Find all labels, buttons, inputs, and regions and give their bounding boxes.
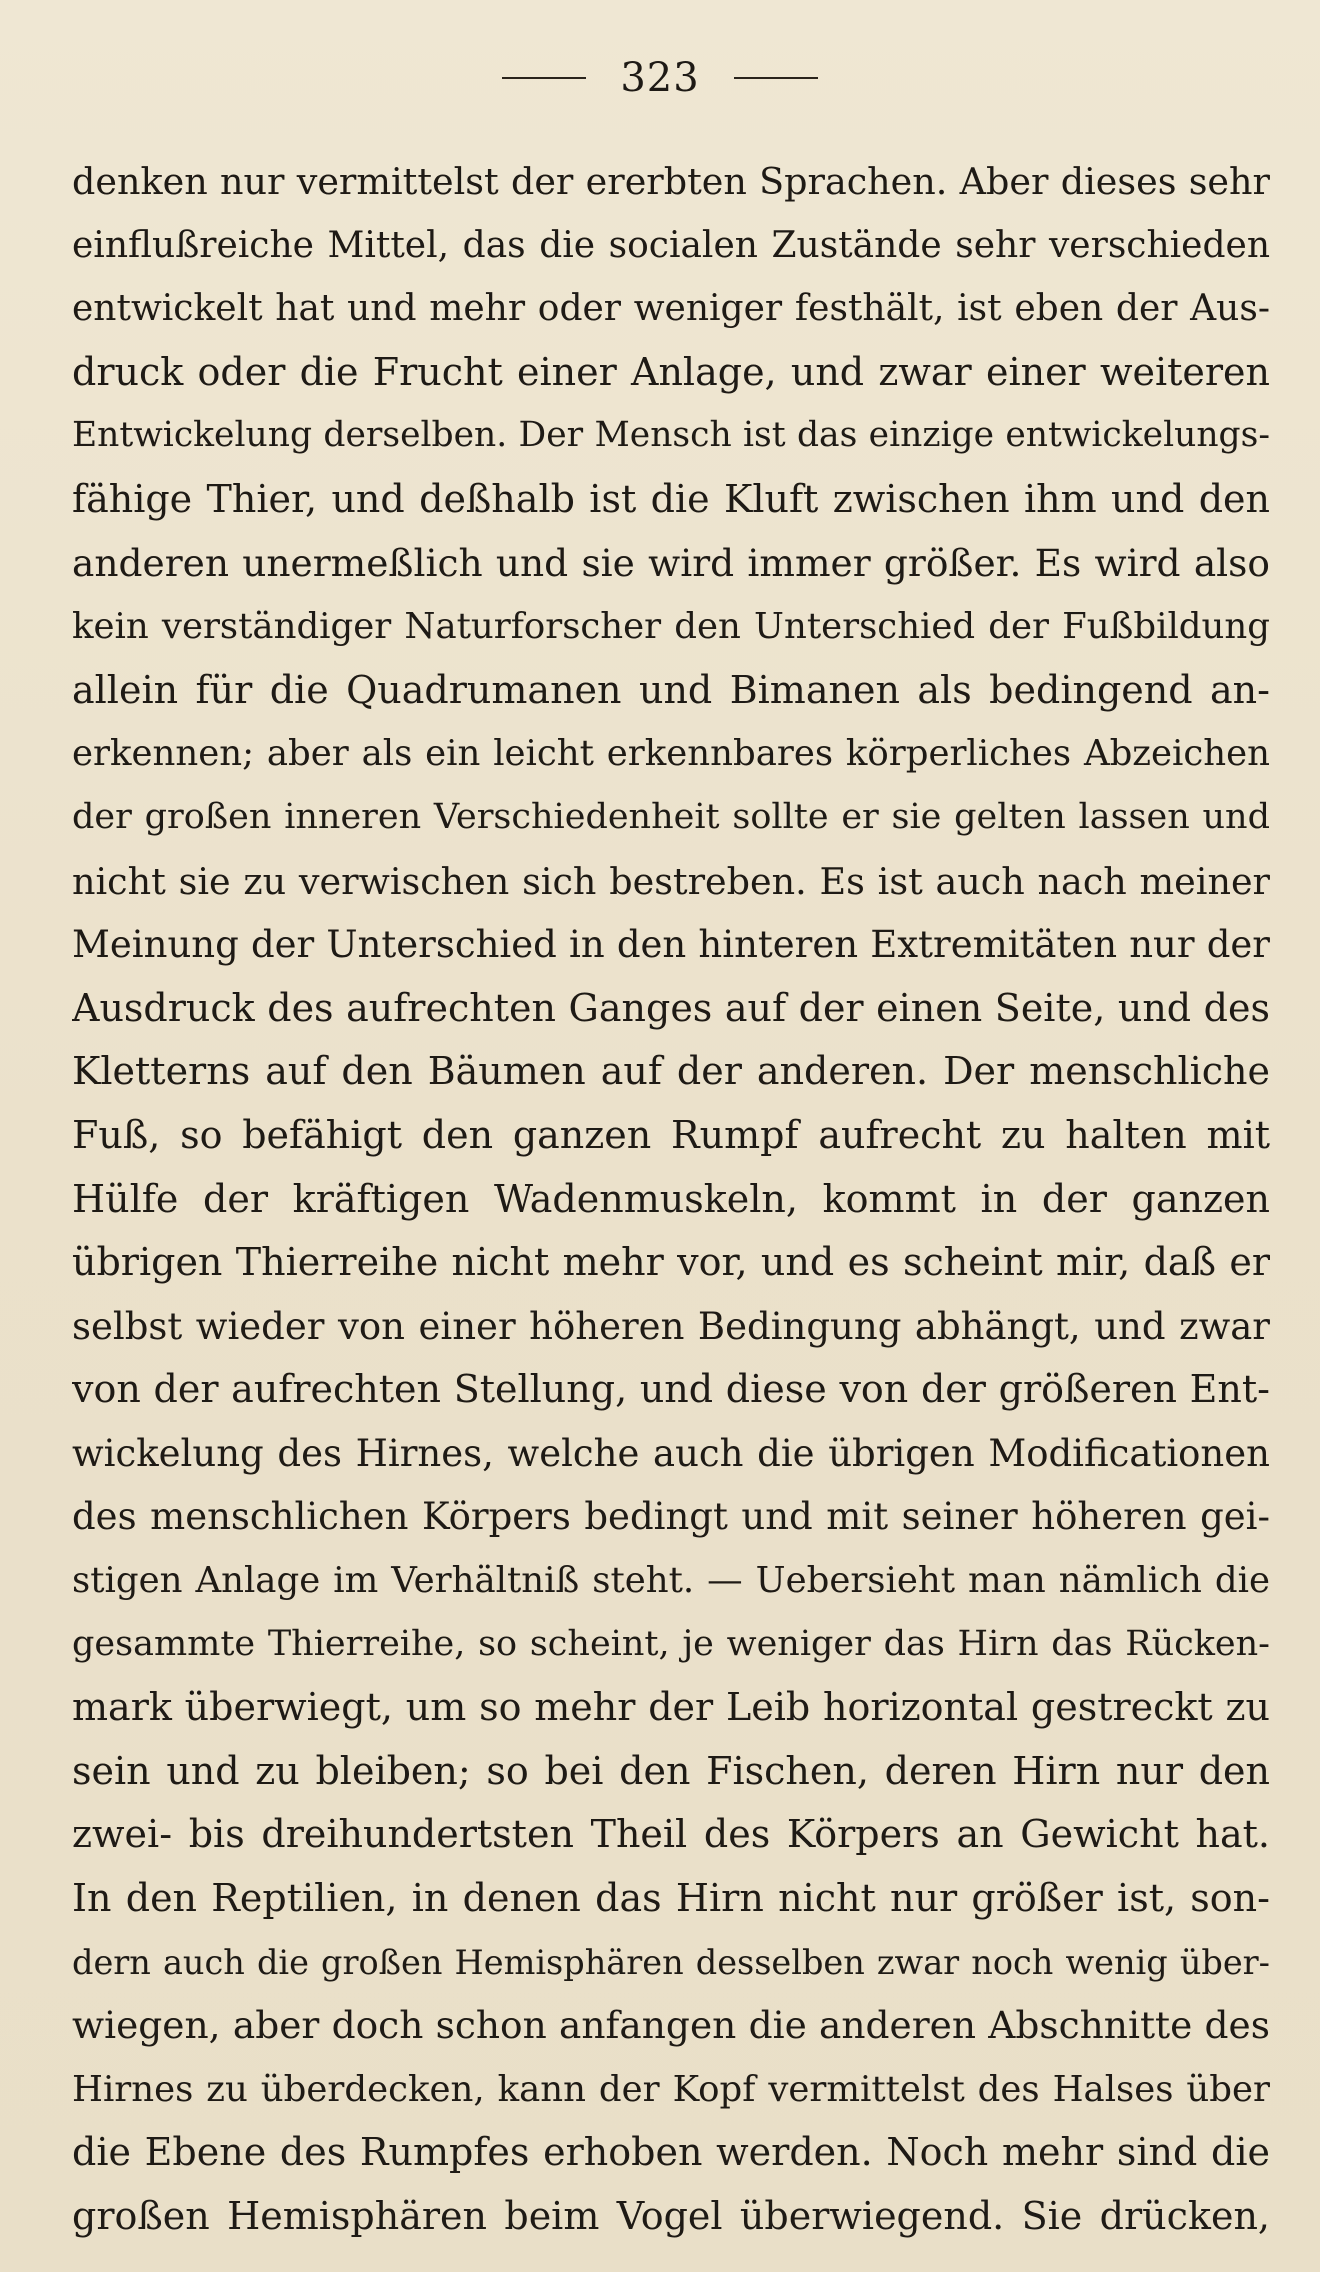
page-number: 323 bbox=[620, 55, 700, 101]
text-line: stigen Anlage im Verhältniß steht. — Uebersieht man nämlich die bbox=[72, 1560, 1270, 1602]
text-line: nicht sie zu verwischen sich bestreben. Es ist auch nach meiner bbox=[72, 859, 1270, 903]
text-line: kein verständiger Naturforscher den Unterschied der Fußbildung bbox=[72, 606, 1270, 648]
header-dash-left bbox=[502, 77, 586, 79]
text-line: gesammte Thierreihe, so scheint, je weniger das Hirn das Rücken- bbox=[72, 1623, 1270, 1664]
text-line: dern auch die großen Hemisphären desselben zwar noch wenig über- bbox=[72, 1942, 1270, 1982]
text-line: entwickelt hat und mehr oder weniger festhält, ist eben der Aus- bbox=[72, 288, 1270, 330]
text-line: übrigen Thierreihe nicht mehr vor, und es scheint mir, daß er bbox=[72, 1240, 1270, 1285]
text-line: einflußreiche Mittel, das die socialen Zustände sehr verschieden bbox=[72, 224, 1270, 266]
text-line: wiegen, aber doch schon anfangen die anderen Abschnitte des bbox=[72, 2003, 1270, 2048]
text-line: sein und zu bleiben; so bei den Fischen, deren Hirn nur den bbox=[72, 1748, 1270, 1793]
text-line: wickelung des Hirnes, welche auch die übrigen Modificationen bbox=[72, 1431, 1270, 1475]
body-text bbox=[72, 150, 1270, 2249]
text-line: zwei- bis dreihundertsten Theil des Körpers an Gewicht hat. bbox=[72, 1812, 1270, 1857]
text-line: Hirnes zu überdecken, kann der Kopf vermittelst des Halses über bbox=[72, 2068, 1270, 2110]
text-line: Entwickelung derselben. Der Mensch ist das einzige entwickelungs- bbox=[72, 415, 1270, 456]
text-line: die Ebene des Rumpfes erhoben werden. Noch mehr sind die bbox=[72, 2130, 1270, 2175]
text-line: Fuß, so befähigt den ganzen Rumpf aufrecht zu halten mit bbox=[72, 1112, 1270, 1157]
text-line: mark überwiegt, um so mehr der Leib horizontal gestreckt zu bbox=[72, 1685, 1270, 1730]
text-line: allein für die Quadrumanen und Bimanen als bedingend an- bbox=[72, 667, 1270, 712]
text-line: erkennen; aber als ein leicht erkennbares körperliches Abzeichen bbox=[72, 733, 1270, 775]
text-line: Ausdruck des aufrechten Ganges auf der einen Seite, und des bbox=[72, 985, 1270, 1030]
text-line: anderen unermeßlich und sie wird immer größer. Es wird also bbox=[72, 540, 1270, 585]
text-line: fähige Thier, und deßhalb ist die Kluft zwischen ihm und den bbox=[72, 476, 1270, 521]
text-line: Meinung der Unterschied in den hinteren Extremitäten nur der bbox=[72, 923, 1270, 967]
text-line: selbst wieder von einer höheren Bedingung abhängt, und zwar bbox=[72, 1304, 1270, 1348]
header-dash-right bbox=[734, 77, 818, 79]
text-line: In den Reptilien, in denen das Hirn nicht nur größer ist, son- bbox=[72, 1876, 1270, 1921]
text-line: großen Hemisphären beim Vogel überwiegend. Sie drücken, bbox=[72, 2194, 1270, 2238]
text-line: Hülfe der kräftigen Wadenmuskeln, kommt in der ganzen bbox=[72, 1176, 1270, 1221]
text-line: Kletterns auf den Bäumen auf der anderen. Der menschliche bbox=[72, 1049, 1270, 1094]
text-line: der großen inneren Verschiedenheit sollte er sie gelten lassen und bbox=[72, 796, 1270, 837]
text-line: denken nur vermittelst der ererbten Sprachen. Aber dieses sehr bbox=[72, 160, 1270, 203]
text-line: druck oder die Frucht einer Anlage, und zwar einer weiteren bbox=[72, 349, 1270, 394]
text-line: des menschlichen Körpers bedingt und mit seiner höheren gei- bbox=[72, 1495, 1270, 1539]
page-header bbox=[0, 48, 1320, 108]
text-line: von der aufrechten Stellung, und diese von der größeren Ent- bbox=[72, 1367, 1270, 1412]
